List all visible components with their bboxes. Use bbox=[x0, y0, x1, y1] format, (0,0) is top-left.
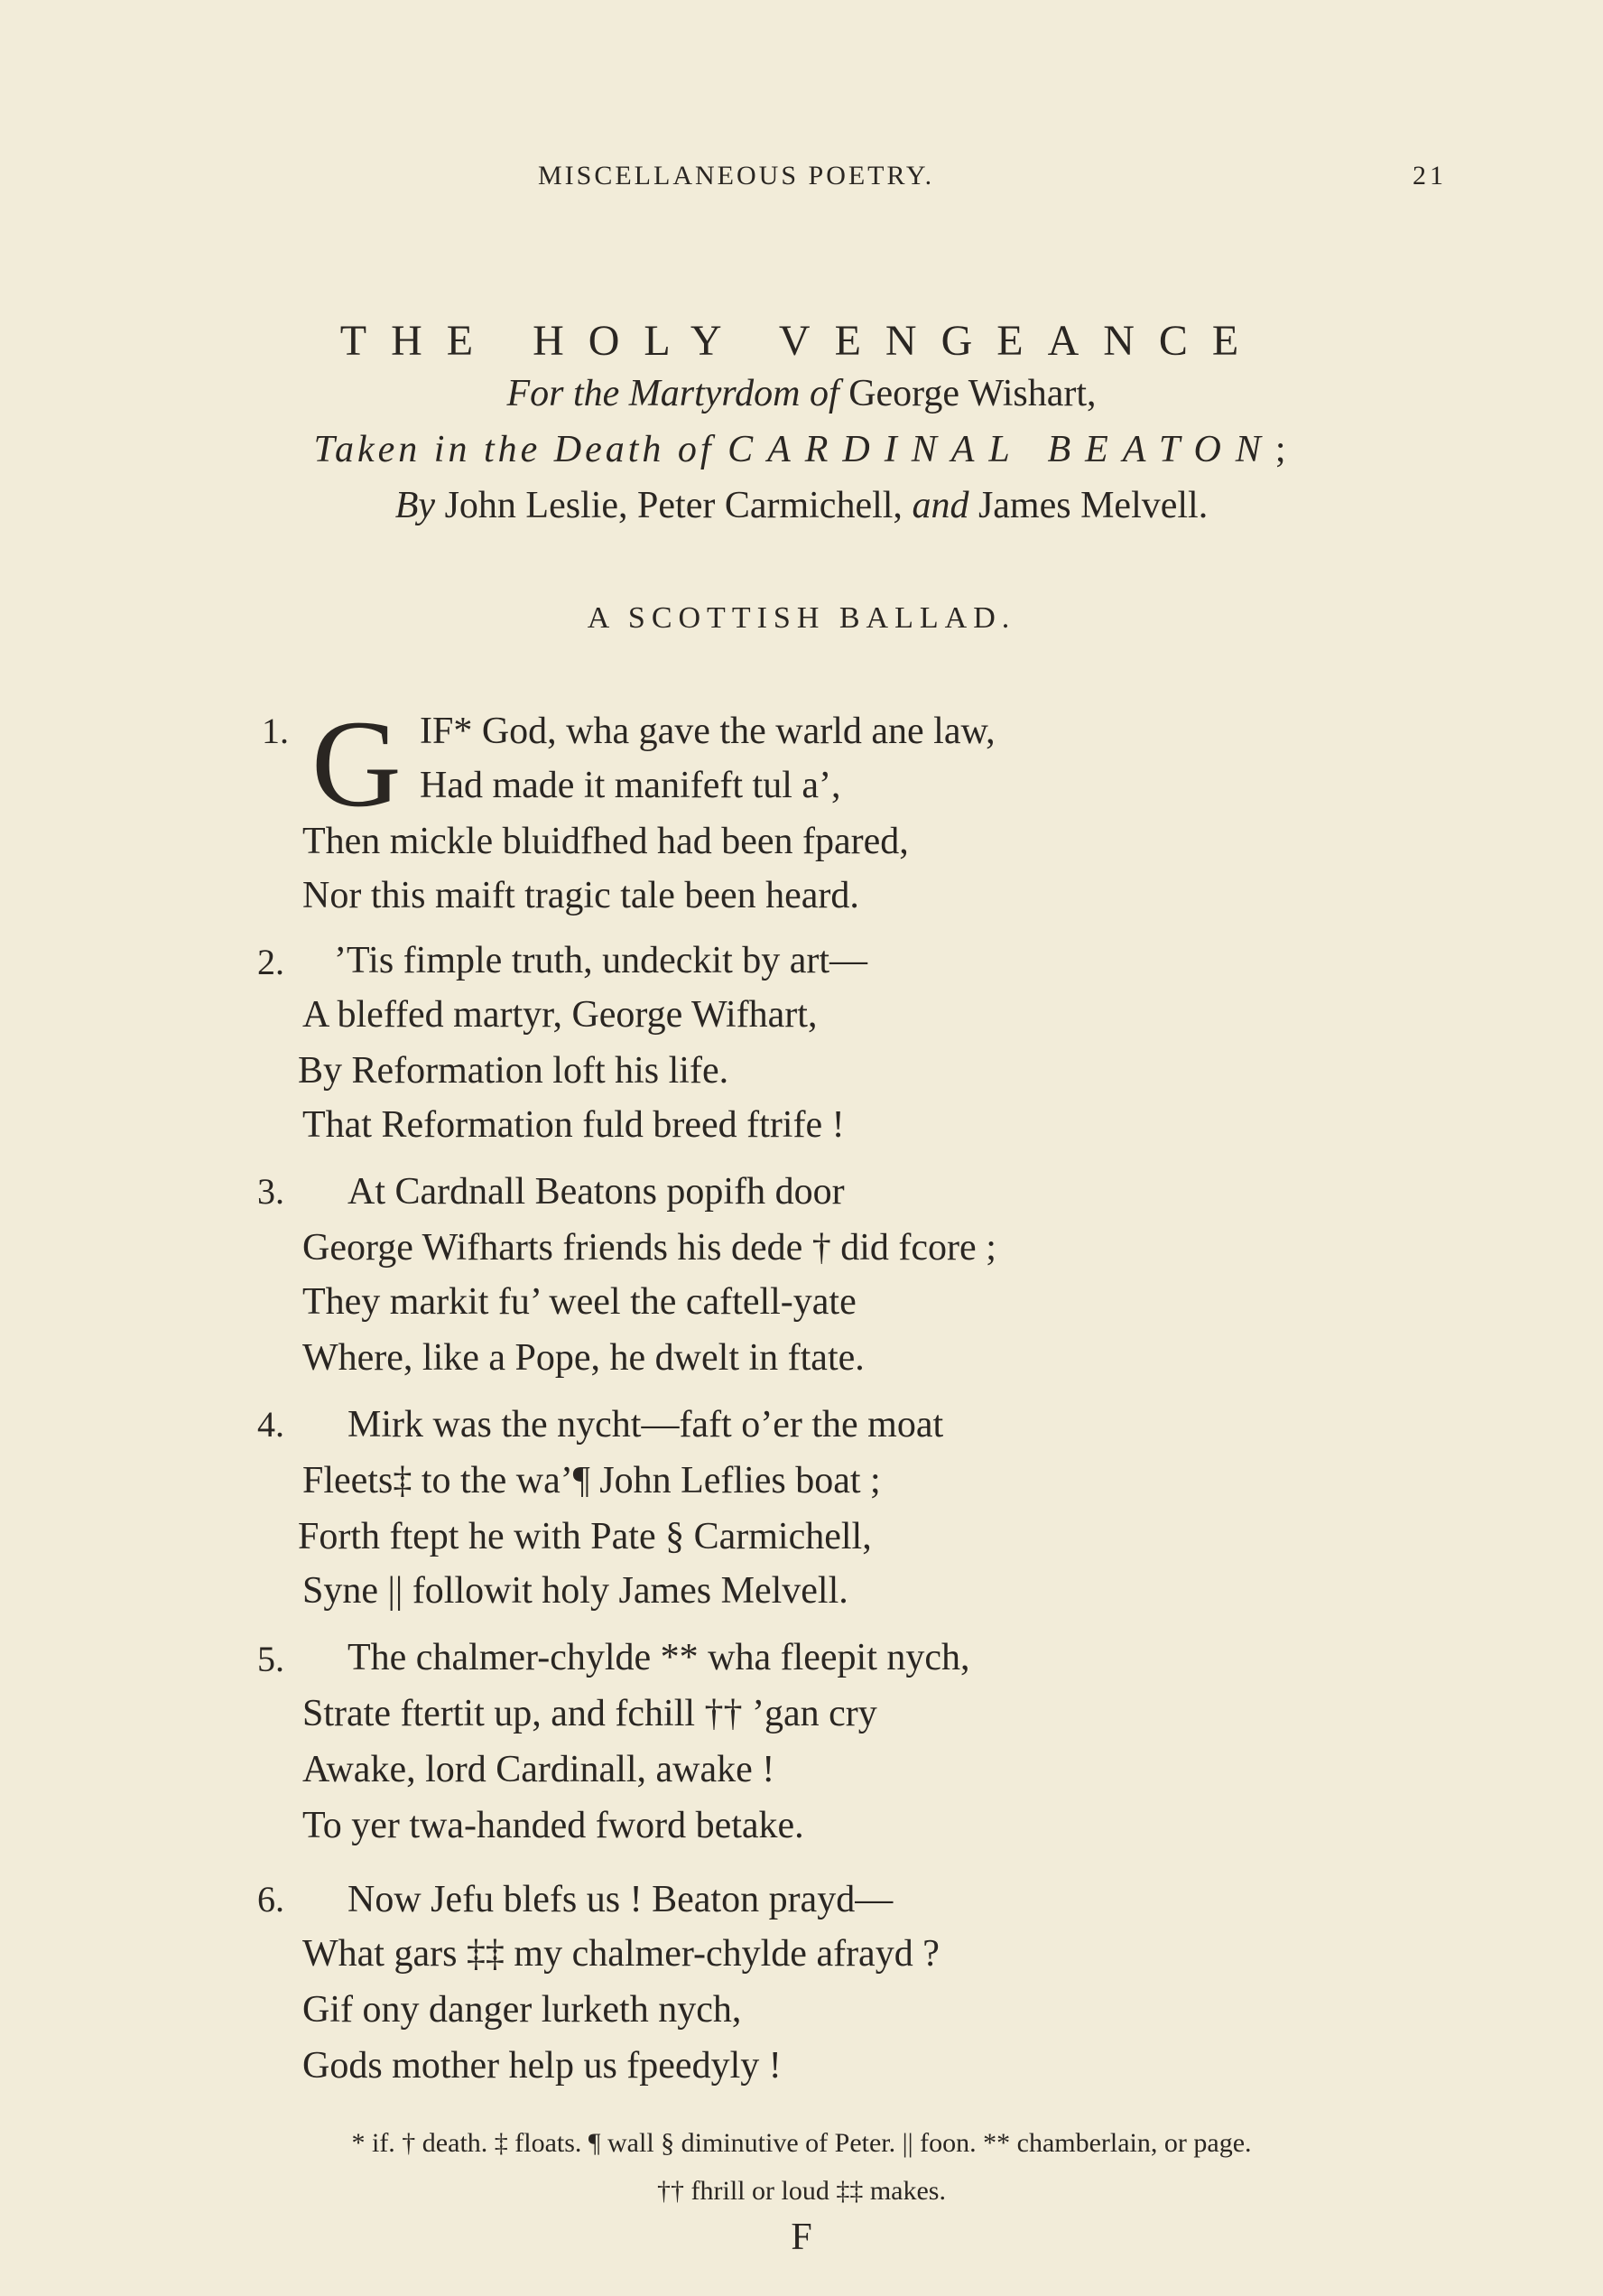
verse-line: To yer twa-handed fword betake. bbox=[302, 1805, 804, 1846]
poem-title: THE HOLY VENGEANCE bbox=[339, 317, 1264, 365]
verse-line: IF* God, wha gave the warld ane law, bbox=[420, 711, 996, 752]
verse-line: The chalmer-chylde ** wha fleepit nych, bbox=[347, 1637, 970, 1678]
ballad-label: A SCOTTISH BALLAD. bbox=[587, 601, 1016, 635]
verse-line: ’Tis fimple truth, undeckit by art— bbox=[334, 940, 868, 981]
subtitle-line-2 bbox=[0, 424, 1603, 475]
verse-line: Gods mother help us fpeedyly ! bbox=[302, 2045, 782, 2087]
footnotes-line-2: †† fhrill or loud ‡‡ makes. bbox=[657, 2176, 946, 2206]
verse-line: Strate ftertit up, and fchill †† ’gan cry bbox=[302, 1693, 877, 1734]
verse-line: Where, like a Pope, he dwelt in ftate. bbox=[302, 1337, 865, 1379]
stanza-number: 6. bbox=[257, 1879, 284, 1920]
subtitle-line-3-authors: John Leslie, Peter Carmichell, bbox=[444, 485, 903, 526]
subtitle-line-1-italic: For the Martyrdom of bbox=[506, 373, 839, 414]
subtitle-line-1-name: George Wishart, bbox=[848, 373, 1097, 414]
verse-line: Awake, lord Cardinall, awake ! bbox=[302, 1749, 775, 1790]
verse-line: Gif ony danger lurketh nych, bbox=[302, 1989, 742, 2031]
subtitle-line-1 bbox=[0, 368, 1603, 419]
verse-line: At Cardnall Beatons popifh door bbox=[347, 1171, 845, 1213]
running-head bbox=[0, 161, 1603, 197]
running-title: MISCELLANEOUS POETRY. bbox=[538, 161, 935, 191]
signature-mark: F bbox=[791, 2217, 812, 2258]
stanza-number: 2. bbox=[257, 942, 284, 982]
verse-line: Now Jefu blefs us ! Beaton prayd— bbox=[347, 1879, 894, 1920]
verse-line: Syne || followit holy James Melvell. bbox=[302, 1570, 848, 1612]
verse-line: What gars ‡‡ my chalmer-chylde afrayd ? bbox=[302, 1933, 940, 1975]
subtitle-line-2-italic: Taken in the Death of bbox=[313, 429, 715, 470]
verse-line: Then mickle bluidfhed had been fpared, bbox=[302, 821, 909, 862]
verse-line: Forth ftept he with Pate § Carmichell, bbox=[298, 1516, 872, 1557]
subtitle-line-3 bbox=[0, 480, 1603, 531]
stanza-number: 4. bbox=[257, 1404, 284, 1445]
subtitle-line-3-and: and bbox=[912, 485, 969, 526]
stanza-number: 3. bbox=[257, 1171, 284, 1212]
subtitle-line-3-last-author: James Melvell. bbox=[978, 485, 1209, 526]
stanza-number: 1. bbox=[262, 711, 289, 751]
subtitle-line-2-punct: ; bbox=[1274, 429, 1290, 470]
verse-line: A bleffed martyr, George Wifhart, bbox=[302, 994, 818, 1036]
verse-line: That Reformation fuld breed ftrife ! bbox=[302, 1104, 845, 1146]
verse-line: George Wifharts friends his dede † did fcore ; bbox=[302, 1227, 996, 1269]
subtitle-line-3-by: By bbox=[394, 485, 436, 526]
verse-line: They markit fu’ weel the caftell-yate bbox=[302, 1281, 857, 1323]
verse-line: Had made it manifeft tul a’, bbox=[420, 765, 841, 806]
stanza-number: 5. bbox=[257, 1639, 284, 1679]
subtitle-line-2-name: CARDINAL BEATON bbox=[727, 429, 1275, 470]
footnotes-line-1: * if. † death. ‡ floats. ¶ wall § diminutive of Peter. || foon. ** chamberlain, or page. bbox=[351, 2128, 1252, 2158]
verse-line: Mirk was the nycht—faft o’er the moat bbox=[347, 1404, 944, 1445]
verse-line: By Reformation loft his life. bbox=[298, 1050, 729, 1092]
verse-line: Fleets‡ to the wa’¶ John Leflies boat ; bbox=[302, 1460, 881, 1501]
page-number: 21 bbox=[1413, 161, 1447, 191]
verse-line: Nor this maift tragic tale been heard. bbox=[302, 875, 859, 916]
drop-capital: G bbox=[311, 694, 402, 832]
